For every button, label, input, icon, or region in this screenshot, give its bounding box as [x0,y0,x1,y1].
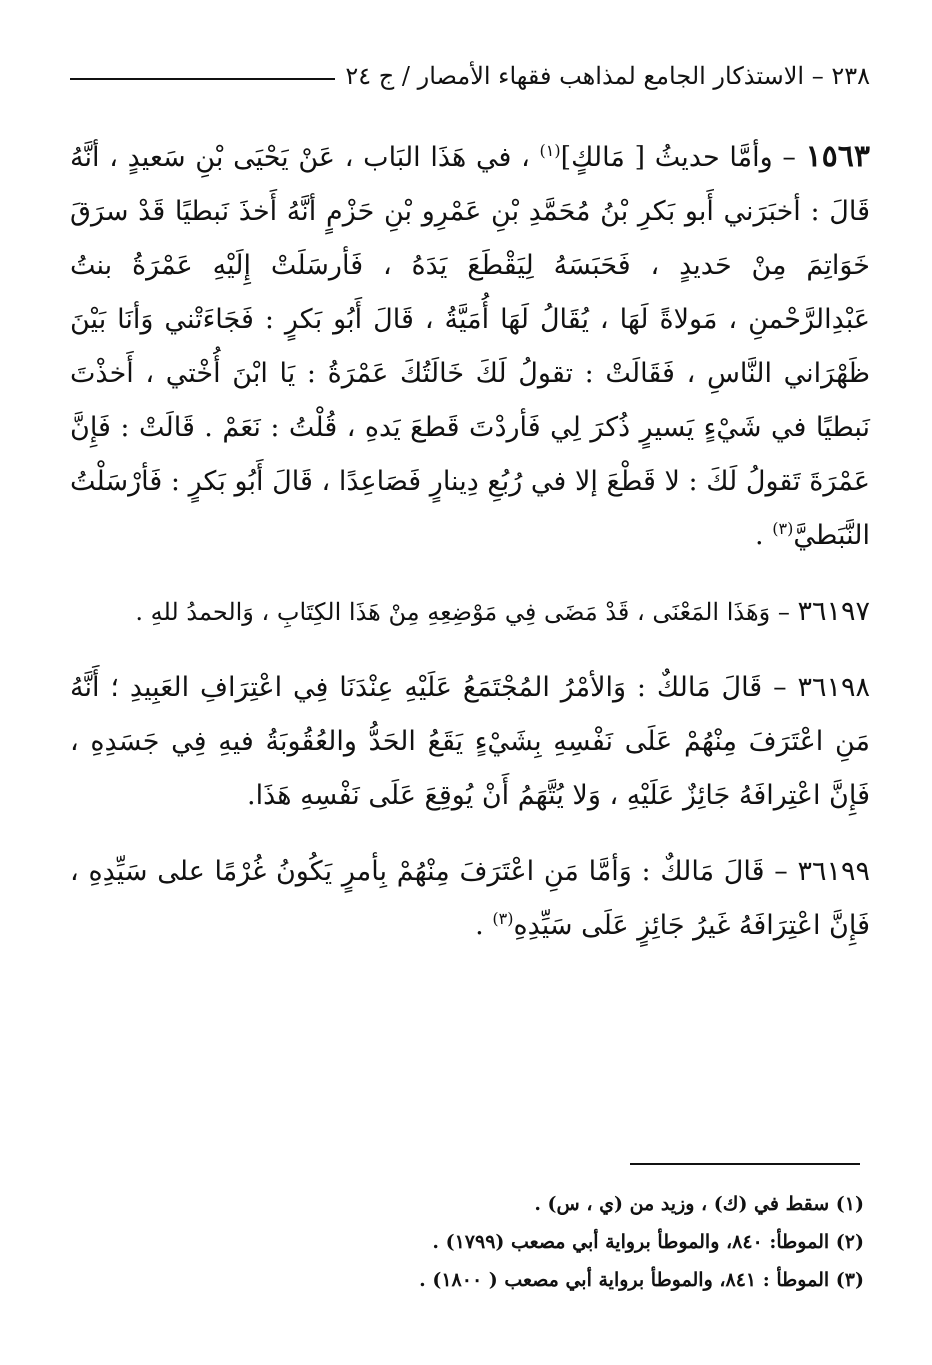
footnote-reference: (٣) [772,519,794,538]
paragraph-1563 [70,130,870,563]
paragraph-number: ١٥٦٣ [805,139,870,174]
footnote-1: (١) سقط في (ك) ، وزيد من (ي ، س) . [534,1193,864,1215]
paragraph-number: ٣٦١٩٩ [797,856,870,887]
paragraph-text-end: . [475,910,493,941]
running-head-rule [70,78,335,80]
paragraph-36198 [70,661,870,823]
running-head-text: ٢٣٨ – الاستذكار الجامع لمذاهب فقهاء الأمصار / ج ٢٤ [345,62,870,90]
main-text [70,130,870,975]
footnote-2: (٢) الموطأ: ٨٤٠، والموطأ برواية أبي مصعب (١٧٩٩) . [432,1231,864,1253]
footnote-separator [630,1163,860,1165]
paragraph-number: ٣٦١٩٨ [797,672,870,703]
paragraph-text: – قَالَ مَالكٌ : وَالأمْرُ المُجْتَمَعُ عَلَيْهِ عِنْدَنَا فِي اعْتِرَافِ العَبِيدِ ؛ أَنَّهُ مَنِ اعْتَرَفَ مِنْهُمْ عَلَى نَفْسِهِ بِشَيْءٍ يَقَعُ الحَدُّ والعُقُوبَةُ فيهِ فِي جَسَدِهِ ، فَإِنَّ اعْتِرافَهُ جَائِزٌ عَلَيْهِ ، وَلا يُتَّهَمُ أَنْ يُوقِعَ عَلَى نَفْسِهِ هَذَا. [70,672,870,811]
paragraph-text: – وَهَذَا المَعْنَى ، قَدْ مَضَى فِي مَوْضِعِهِ مِنْ هَذَا الكِتَابِ ، وَالحمدُ للهِ . [135,598,798,626]
paragraph-text: – قَالَ مَالكٌ : وَأمَّا مَنِ اعْتَرَفَ مِنْهُمْ بِأمرٍ يَكُونُ غُرْمًا على سَيِّدِهِ ، فَإِنَّ اعْتِرَافَهُ غَيرُ جَائِزٍ عَلَى سَيِّدِهِ [70,856,870,941]
footnote-3: (٣) الموطأ : ٨٤١، والموطأ برواية أبي مصعب ( ١٨٠٠) . [419,1269,864,1291]
footnotes [74,1185,864,1299]
paragraph-36197 [70,585,870,639]
running-head [70,52,870,100]
paragraph-number: ٣٦١٩٧ [797,596,870,627]
paragraph-text: – وأمَّا حديثُ [ مَالكٍ] [560,142,806,173]
paragraph-text-continued: ، في هَذَا البَاب ، عَنْ يَحْيَى بْنِ سَعيدٍ ، أنَّهُ قَالَ : أخبَرَني أَبو بَكرِ بْنُ مُحَمَّدِ بْنِ عَمْرِو بْنِ حَزْمٍ أنَّهُ أَخذَ نَبطيًا قَدْ سرَقَ خَوَاتِمَ مِنْ حَديدٍ ، فَحَبَسَهُ لِيَقْطَعَ يَدَهُ ، فَأرسَلَتْ إِلَيْهِ عَمْرَةُ بنتُ عَبْدِالرَّحْمنِ ، مَولاةً لَهَا ، يُقَالُ لَهَا أُمَيَّةُ ، قَالَ أَبُو بَكرٍ : فَجَاءَتْني وَأنَا بَيْنَ ظَهْرَاني النَّاسِ ، فَقَالَتْ : تقولُ لَكَ خَالَتُكَ عَمْرَةُ : يَا ابْنَ أُخْتي ، أَخذْتَ نَبطيًا في شَيْءٍ يَسيرٍ ذُكرَ لِي فَأردْتَ قَطعَ يَدهِ ، قُلْتُ : نَعَمْ . قَالَتْ : فَإِنَّ عَمْرَةَ تَقولُ لَكَ : لا قَطْعَ إلا في رُبُعِ دِينارٍ فَصَاعِدًا ، قَالَ أَبُو بَكرٍ : فَأرْسَلْتُ النَّبَطيَّ [70,142,870,551]
footnote-reference: (١) [539,141,561,160]
paragraph-text-end: . [755,520,773,551]
paragraph-36199 [70,845,870,953]
footnote-reference: (٣) [492,909,514,928]
